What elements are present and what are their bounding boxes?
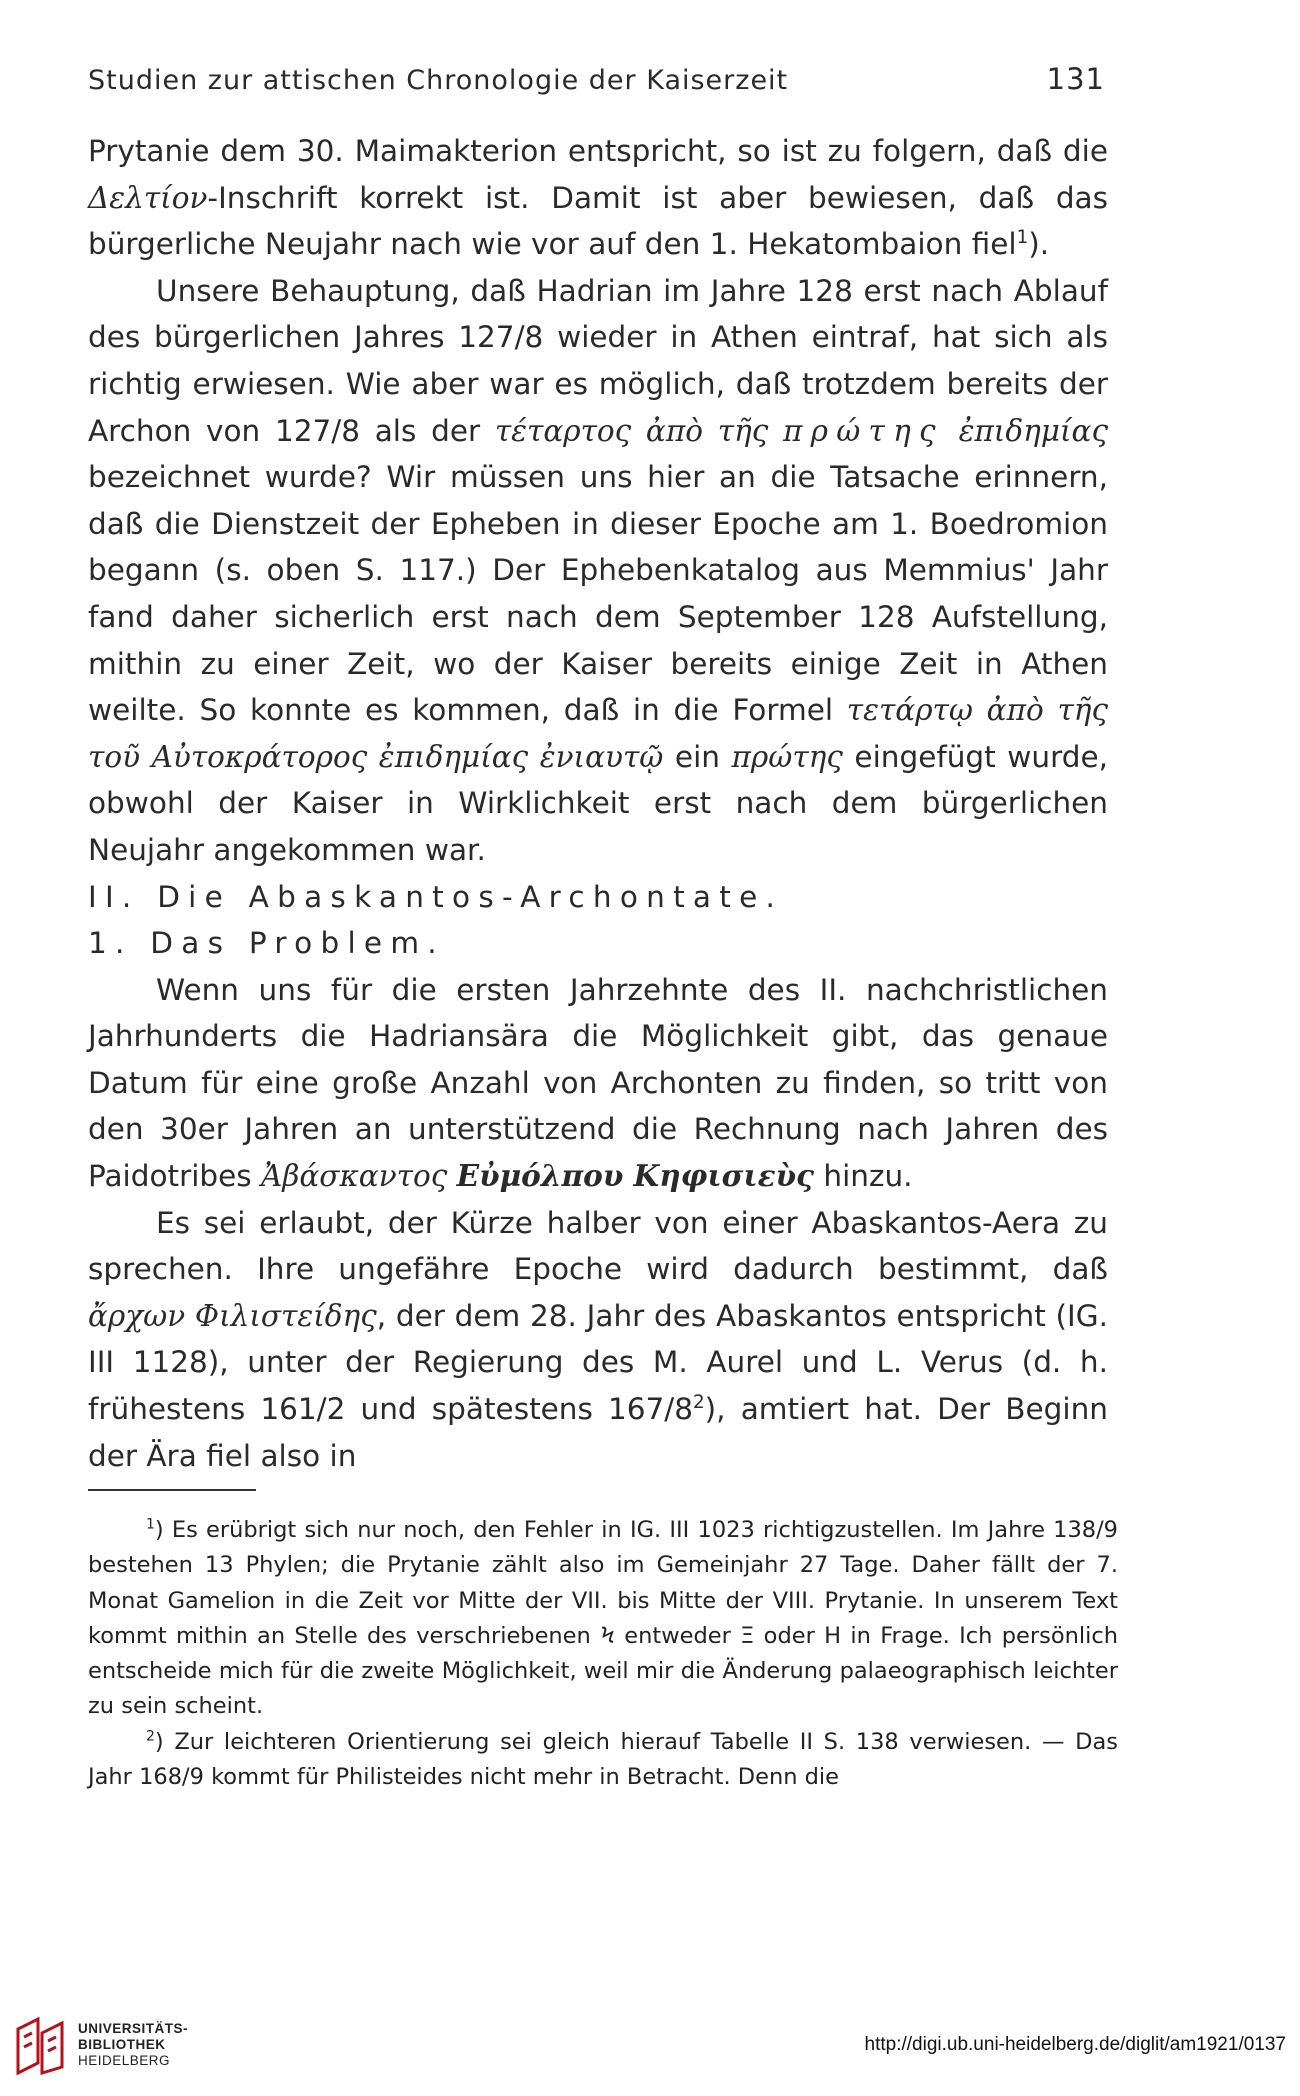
library-logo[interactable] [14, 2010, 264, 2080]
running-title: Studien zur attischen Chronologie der Kaiserzeit [88, 65, 789, 96]
text-run: entweder [614, 1622, 741, 1649]
text-run: Prytanie dem 30. Maimakterion entspricht, so ist zu folgern, daß die [88, 134, 1108, 168]
footnotes [88, 1513, 1118, 1795]
footnote-ref-1[interactable]: 1 [1016, 227, 1029, 249]
subsection-heading: 1. Das Problem. [88, 926, 445, 961]
library-name [78, 2021, 188, 2069]
greek-term-spaced: πρώτης [782, 413, 944, 448]
text-run: ), amtiert hat. Der Beginn der Ära fiel also in [88, 1392, 1108, 1473]
text-run: oder H in Frage. Ich persönlich entscheide mich für die zweite Möglichkeit, weil mir die Änderung palaeographisch leichter zu sein scheint. [88, 1622, 1118, 1720]
greek-term: ἄρχων [88, 1298, 186, 1333]
koppa-symbol: Ϟ [600, 1622, 615, 1649]
logo-line: HEIDELBERG [78, 2053, 171, 2068]
text-run: eingefügt wurde, obwohl der Kaiser in Wirklichkeit erst nach dem bürgerlichen Neujahr angekommen war. [88, 739, 1108, 867]
text-run: Wenn uns für die ersten Jahrzehnte des II. nachchristlichen Jahrhunderts die Hadriansära die Möglichkeit gibt, das genaue Datum für eine große Anzahl von Archonten zu finden, so tritt von den 30er Jahren an unterstützend die Rechnung nach Jahren des Paidotribes [88, 972, 1108, 1194]
paragraph-1 [88, 128, 1108, 268]
section-heading: II. Die Abaskantos-Archontate. [88, 879, 784, 914]
page-number: 131 [1046, 62, 1105, 96]
source-url[interactable]: http://digi.ub.uni-heidelberg.de/diglit/am1921/0137 [864, 2034, 1286, 2055]
footnote-divider [88, 1489, 256, 1491]
text-run: , der dem 28. Jahr des Abaskantos entspricht (IG. III 1128), unter der Regierung des M. Aurel und L. Verus (d. h. frühestens 161/2 und spätestens 167/8 [88, 1298, 1108, 1427]
text-run: Es sei erlaubt, der Kürze halber von einer Abaskantos-Aera zu sprechen. Ihre ungefähre Epoche wird dadurch bestimmt, daß [88, 1205, 1108, 1287]
text-run: ) Zur leichteren Orientierung sei gleich hierauf Tabelle II S. 138 verwiesen. — Das Jahr 168/9 kommt für Philisteides nicht mehr in Betracht. Denn die [88, 1728, 1118, 1791]
text-run: ). [1028, 227, 1050, 262]
text-run: ) Es erübrigt sich nur noch, den Fehler in IG. III 1023 richtigzustellen. Im Jahre 138/9 bestehen 13 Phylen; die Prytanie zählt also im Gemeinjahr 27 Tage. Daher fällt der 7. Monat Gamelion in die Zeit vor Mitte der VII. bis Mitte der VIII. Prytanie. In unserem Text kommt mithin an Stelle des verschriebenen [88, 1517, 1118, 1649]
greek-name: Εὐμόλπου Κηφισιεὺς [456, 1158, 814, 1194]
text-run: ein [663, 739, 732, 774]
footnote-mark: 2 [146, 1728, 155, 1745]
logo-line: UNIVERSITÄTS- [78, 2021, 189, 2036]
greek-term: ἐπιδημίας [958, 413, 1108, 448]
text-run: hinzu. [814, 1159, 913, 1194]
main-text [88, 128, 1108, 1479]
greek-term: τέταρτος ἀπὸ τῆς [494, 413, 769, 448]
greek-formula: τετάρτῳ ἀπὸ τῆς τοῦ Αὐτοκράτορος ἐπιδημίας ἐνιαυτῷ [88, 693, 1108, 774]
footnote-2 [88, 1725, 1118, 1796]
footnote-ref-2[interactable]: 2 [693, 1392, 705, 1414]
greek-name: Φιλιστείδης [194, 1298, 377, 1333]
footnote-mark: 1 [146, 1516, 155, 1533]
running-header [88, 62, 1105, 96]
greek-term: πρώτης [731, 739, 843, 774]
paragraph-3 [88, 967, 1108, 1200]
footnote-1 [88, 1513, 1118, 1725]
logo-line: BIBLIOTHEK [78, 2037, 166, 2052]
greek-name: Ἀβάσκαντος [261, 1159, 448, 1194]
paragraph-4 [88, 1200, 1108, 1480]
text-run: -Inschrift korrekt ist. Damit ist aber bewiesen, daß das bürgerliche Neujahr nach wie vor auf den 1. Hekatombaion fiel [88, 180, 1108, 262]
text-run: Unsere Behauptung, daß Hadrian im Jahre 128 erst nach Ablauf des bürgerlichen Jahres 127/8 wieder in Athen eintraf, hat sich als richtig erwiesen. Wie aber war es möglich, daß trotzdem bereits der Archon von 127/8 als der [88, 273, 1108, 448]
library-emblem-icon [14, 2015, 66, 2075]
paragraph-2 [88, 268, 1108, 874]
xi-symbol: Ξ [740, 1622, 755, 1649]
greek-term: Δελτίον [88, 180, 208, 215]
text-run: bezeichnet wurde? Wir müssen uns hier an die Tatsache erinnern, daß die Dienstzeit der Epheben in dieser Epoche am 1. Boedromion begann (s. oben S. 117.) Der Ephebenkatalog aus Memmius' Jahr fand daher sicherlich erst nach dem September 128 Aufstellung, mithin zu einer Zeit, wo der Kaiser bereits einige Zeit in Athen weilte. So konnte es kommen, daß in die Formel [88, 460, 1108, 728]
